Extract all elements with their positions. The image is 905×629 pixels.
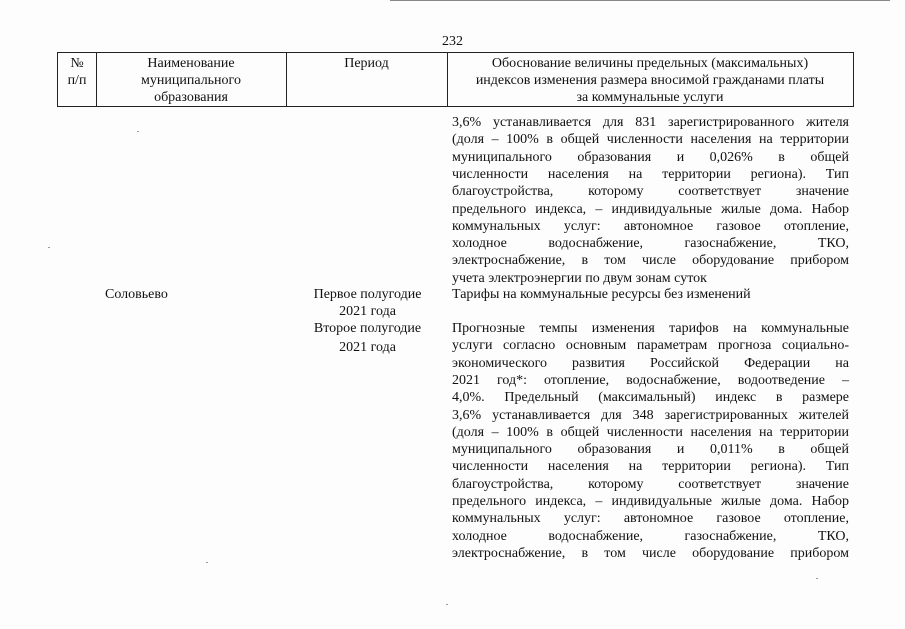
text-line: предельного индекса, – индивидуальные жилые дома. Набор bbox=[452, 201, 849, 217]
text-line: муниципального образования и 0,011% в общей bbox=[452, 442, 849, 458]
text-line: 3,6% устанавливается для 831 зарегистрированного жителя bbox=[452, 115, 849, 130]
text-line: (доля – 100% в общей численности населения на территории bbox=[452, 424, 849, 440]
page-number: 232 bbox=[442, 34, 463, 49]
period-second-half-year: 2021 года bbox=[339, 340, 396, 355]
text-line: холодное водоснабжение, газоснабжение, ТКО, bbox=[452, 236, 849, 252]
text-line: коммунальных услуг: автономное газовое отопление, bbox=[452, 511, 849, 527]
header-period: Период bbox=[344, 56, 389, 71]
municipality-name: Соловьево bbox=[105, 287, 168, 302]
text-line: численности населения на территории региона). Тип bbox=[452, 166, 849, 182]
text-line: учета электроэнергии по двум зонам суток bbox=[452, 270, 707, 286]
text-line: холодное водоснабжение, газоснабжение, ТКО, bbox=[452, 528, 849, 544]
scan-speck bbox=[446, 604, 448, 605]
header-basis: Обоснование величины предельных (максимальных) индексов изменения размера вносимой гражданами платы за коммунальные услуги bbox=[475, 56, 825, 105]
text-line: предельного индекса, – индивидуальные жилые дома. Набор bbox=[452, 494, 849, 509]
table-header bbox=[57, 52, 854, 107]
text-line: благоустройства, которому соответствует значение bbox=[452, 476, 849, 492]
text-line: (доля – 100% в общей численности населения на территории bbox=[452, 132, 849, 148]
top-rule bbox=[390, 0, 890, 1]
text-line: услуги согласно основным параметрам прогноза социально- bbox=[452, 338, 849, 354]
period-first-half-year: 2021 года bbox=[339, 304, 396, 319]
text-line: благоустройства, которому соответствует значение bbox=[452, 184, 849, 200]
text-line: 2021 год*: отопление, водоснабжение, водоотведение – bbox=[452, 372, 849, 388]
scan-speck bbox=[206, 562, 208, 563]
header-number: № п/п bbox=[67, 56, 87, 88]
period-second-half: Второе полугодие bbox=[313, 321, 422, 336]
period-first-half: Первое полугодие bbox=[313, 287, 422, 302]
text-line: коммунальных услуг: автономное газовое отопление, bbox=[452, 218, 849, 234]
scan-speck bbox=[137, 131, 139, 132]
basis-first-half: Тарифы на коммунальные ресурсы без изменений bbox=[452, 287, 751, 302]
text-line: электроснабжение, в том числе оборудование прибором bbox=[452, 545, 849, 561]
text-line: 4,0%. Предельный (максимальный) индекс в размере bbox=[452, 390, 849, 406]
text-line: экономического развития Российской Федерации на bbox=[452, 355, 849, 371]
scan-speck bbox=[816, 578, 818, 579]
header-municipality: Наименование муниципального образования bbox=[141, 56, 241, 105]
text-line: Прогнозные темпы изменения тарифов на коммунальные bbox=[452, 321, 849, 336]
text-line: электроснабжение, в том числе оборудование прибором bbox=[452, 253, 849, 269]
text-line: численности населения на территории региона). Тип bbox=[452, 459, 849, 475]
text-line: муниципального образования и 0,026% в общей bbox=[452, 149, 849, 165]
scan-speck bbox=[48, 247, 50, 248]
text-line: 3,6% устанавливается для 348 зарегистрированных жителей bbox=[452, 407, 849, 423]
